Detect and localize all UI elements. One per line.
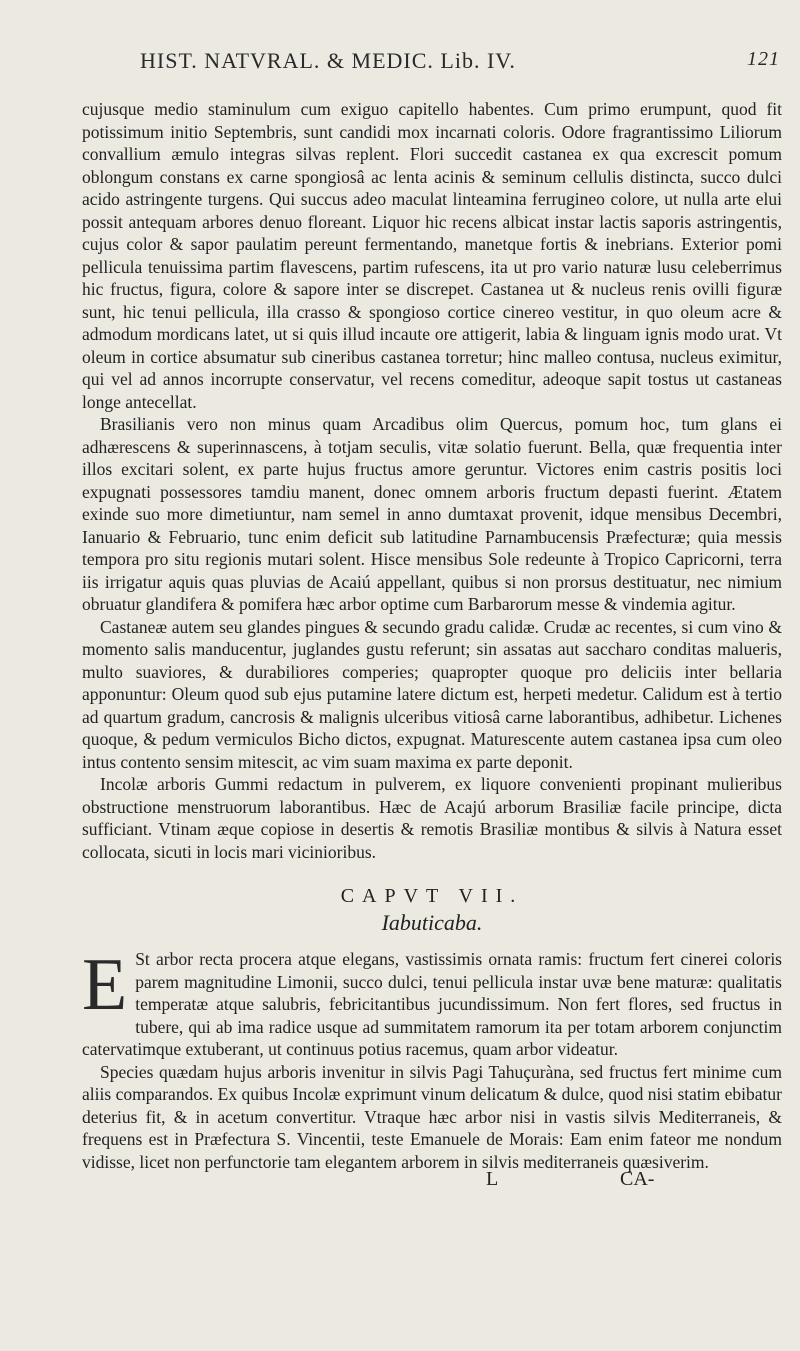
running-head: [140, 48, 780, 74]
text-body: [82, 98, 782, 1173]
chapter-first-paragraph: [82, 944, 782, 1061]
chapter-heading: CAPVT VII.: [340, 885, 524, 907]
drop-cap: E: [82, 944, 128, 1026]
running-title: HIST. NATVRAL. & MEDIC. Lib. IV.: [140, 48, 516, 73]
paragraph-text: St arbor recta procera atque elegans, vastissimis ornata ramis: fructum fert cinerei coloris parem magnitudine Limonii, succo dulci, tenui pellicula instar uvæ bene maturæ: qualitatis temperatæ atque salubris, febricitantibus jucundissimum. Non fert flores, sed fructus in tubere, qui ab ima radice usque ad summitatem ramorum ita per totam arborem conjunctim catervatimque extuberant, ut continuus potius racemus, quam arbor videatur.: [82, 949, 782, 1059]
paragraph: Incolæ arboris Gummi redactum in pulverem, ex liquore convenienti propinant mulieribus obstructione menstruorum laborantibus. Hæc de Acajú arborum Brasiliæ facile principe, dicta sufficiant. Vtinam æque copiose in desertis & remotis Brasiliæ montibus & silvis à Natura esset collocata, sicuti in locis mari vicinioribus.: [82, 774, 782, 862]
chapter-subtitle: Iabuticaba.: [381, 909, 483, 935]
signature-mark: L: [486, 1168, 499, 1190]
paragraph: Brasilianis vero non minus quam Arcadibus olim Quercus, pomum hoc, tum glans ei adhærescens & superinnascens, à totjam seculis, vitæ solatio fuerunt. Bella, quæ frequentia inter illos excitari solent, ex parte hujus fructus amore geruntur. Victores enim castris positis loci expugnati possessores tamdiu manent, donec omnem arboris fructum depasti fuerint. Ætatem exinde suo more dimetiuntur, nam semel in anno dumtaxat provenit, idque mensibus Decembri, Ianuario & Februario, tunc enim deficit sub latitudine Parnambucensis Præfecturæ; quia messis tempora pro situ regionis mutari solent. Hisce mensibus Sole redeunte à Tropico Capricorni, terra iis irrigatur aquis quas pluvias de Acaiú appellant, quibus si non prorsus destituatur, nec nimium obruatur glandifera & pomifera hæc arbor optime cum Barbarorum messe & vindemia agitur.: [82, 414, 782, 614]
paragraph: cujusque medio staminulum cum exiguo capitello habentes. Cum primo erumpunt, quod fit potissimum initio Septembris, sunt candidi mox incarnati coloris. Odore fragrantissimo Liliorum convallium æmulo integras silvas replent. Flori succedit castanea ex qua excrescit pomum oblongum constans ex carne spongiosâ ac lenta acinis & seminum cellulis distincta, succo dulci acido astringente turgens. Qui succus adeo maculat linteamina ferrugineo colore, ut nulla arte elui possit antequam arbores denuo floreant. Liquor hic recens albicat instar lactis saporis astringentis, cujus color & sapor paulatim pereunt fermentando, manetque fortis & inebrians. Exterior pomi pellicula tenuissima partim flavescens, partim rufescens, ita ut pro vario naturæ lusu celeberrimus hic fructus, figura, colore & sapore inter se discrepet. Castanea ut & nucleus renis ovilli figuræ sunt, hic tenui pellicula, illa crasso & spongioso cortice cinereo vestitur, in quo oleum acre & admodum mordicans latet, ut si quis illud incaute ore attigerit, labia & linguam ignis modo urat. Vt oleum in cortice absumatur sub cineribus castanea torretur; hinc malleo contusa, nucleus eximitur, qui vel ad annos incorrupte conservatur, vel recens comeditur, adeoque sapit tostus ut castaneas longe antecellat.: [82, 99, 782, 412]
page-number: 121: [747, 48, 780, 70]
paragraph: Castaneæ autem seu glandes pingues & secundo gradu calidæ. Crudæ ac recentes, si cum vino & momento salis manducentur, juglandes gustu referunt; sin assatas aut saccharo conditas malueris, multo suaviores, & durabiliores comperies; quapropter quoque pro deliciis inter bellaria apponuntur: Oleum quod sub ejus putamine latere dictum est, herpeti medetur. Calidum est à tertio ad quartum gradum, cancrosis & malignis ulceribus vitiosâ carne laborantibus, adhibetur. Lichenes quoque, & pedum vermiculos Bicho dictos, expugnat. Maturescente autem castanea ipsa cum oleo intus contento sensim mitescit, ac vim suam maxima ex parte deponit.: [82, 616, 782, 772]
paragraph: Species quædam hujus arboris invenitur in silvis Pagi Tahuçuràna, sed fructus fert minime cum aliis comparandos. Ex quibus Incolæ exprimunt vinum delicatum & dulce, quod nisi statim ebibatur deterius fit, & in acetum convertitur. Vtraque hæc arbor nisi in vastis silvis Mediterraneis, & frequens est in Præfectura S. Vincentii, teste Emanuele de Morais: Eam enim fateor me nondum vidisse, licet non perfunctorie tam elegantem arborem in silvis mediterraneis quæsiverim.: [82, 1061, 782, 1172]
page-footer: [0, 1168, 800, 1198]
catchword: CA-: [620, 1168, 655, 1190]
